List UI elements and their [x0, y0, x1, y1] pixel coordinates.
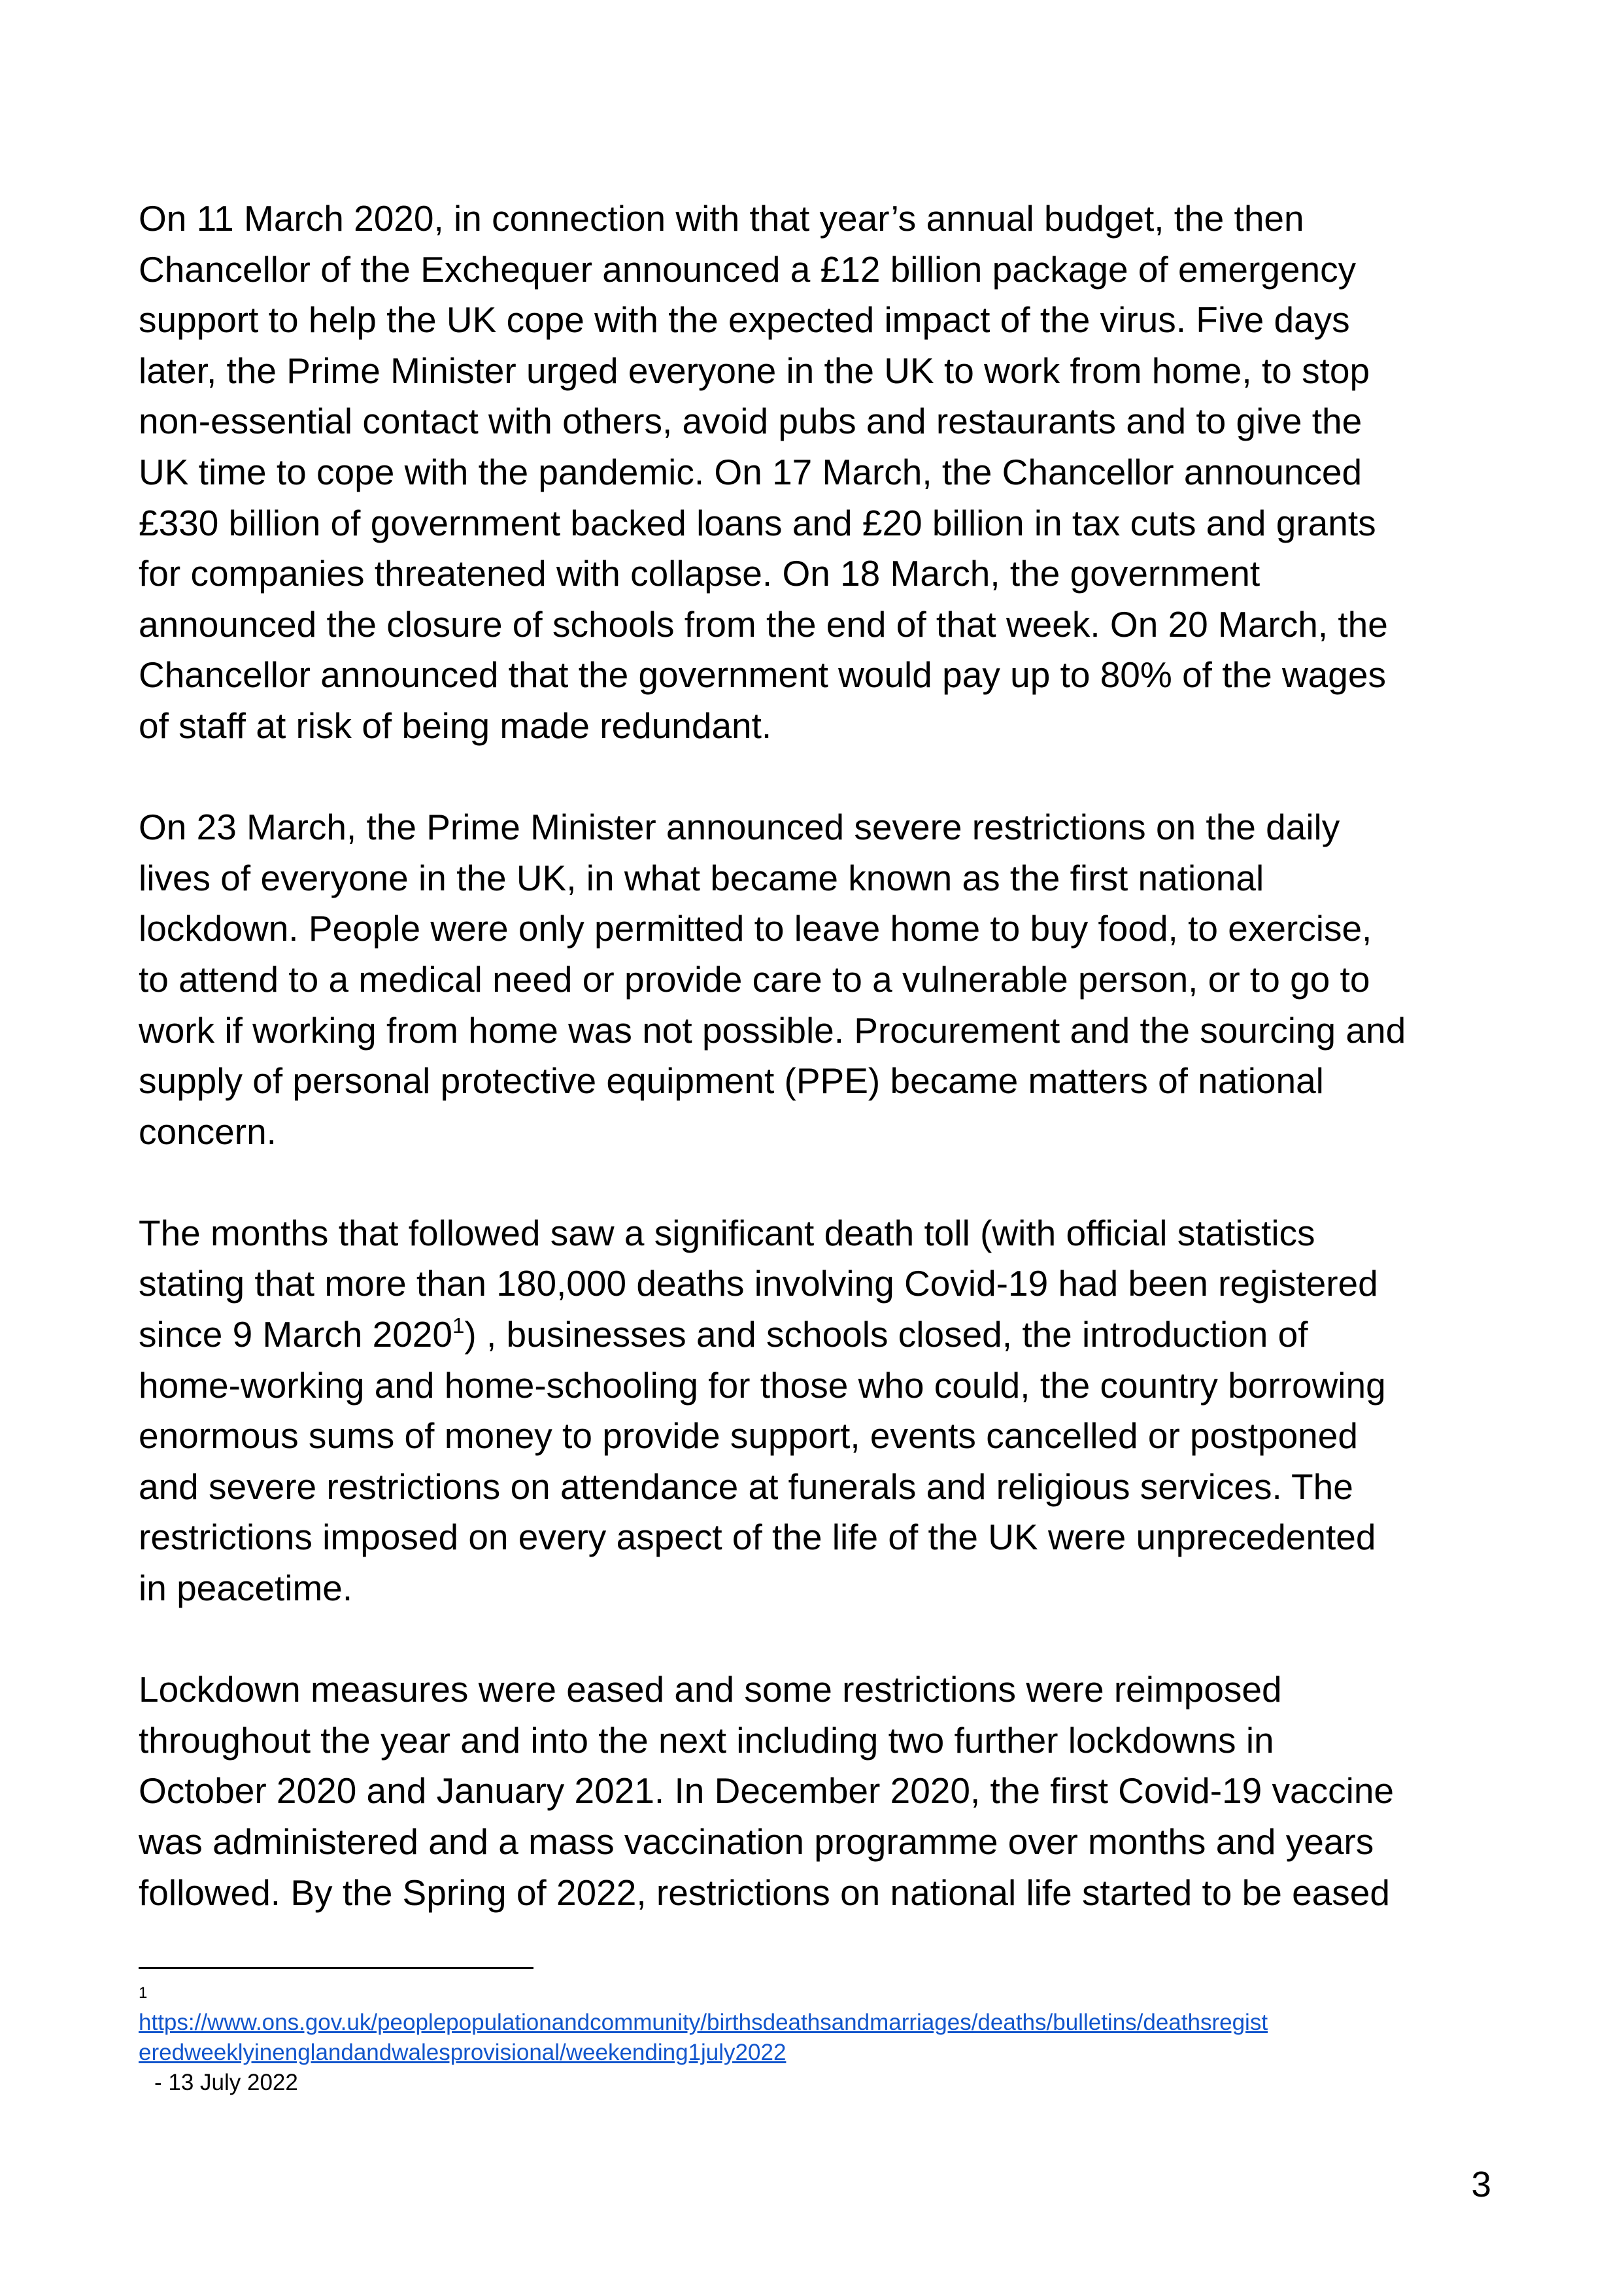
footnote-marker: 1	[139, 1984, 148, 2002]
text-line: restrictions imposed on every aspect of the life of the UK were unprecedented	[139, 1517, 1376, 1558]
text-line: enormous sums of money to provide support, events cancelled or postponed	[139, 1415, 1358, 1457]
text-line: announced the closure of schools from the end of that week. On 20 March, the	[139, 603, 1388, 645]
text-line: lockdown. People were only permitted to leave home to buy food, to exercise,	[139, 908, 1372, 949]
text-line: October 2020 and January 2021. In December 2020, the first Covid-19 vaccine	[139, 1770, 1395, 1812]
page-number: 3	[1471, 2164, 1491, 2204]
text-line: Lockdown measures were eased and some restrictions were reimposed	[139, 1669, 1282, 1710]
footnote-link-line-2[interactable]: eredweeklyinenglandandwalesprovisional/weekending1july2022	[139, 2040, 787, 2065]
text-line: work if working from home was not possible. Procurement and the sourcing and	[139, 1009, 1406, 1051]
text-line: home-working and home-schooling for those who could, the country borrowing	[139, 1364, 1386, 1406]
text-line: throughout the year and into the next including two further lockdowns in	[139, 1719, 1274, 1761]
paragraph-4	[139, 1664, 1505, 1918]
text-line: £330 billion of government backed loans and £20 billion in tax cuts and grants	[139, 502, 1376, 543]
text-line: Chancellor announced that the government would pay up to 80% of the wages	[139, 654, 1386, 696]
text-line: to attend to a medical need or provide care to a vulnerable person, or to go to	[139, 958, 1370, 1000]
footnote-separator	[139, 1967, 533, 1969]
text-line: On 23 March, the Prime Minister announced severe restrictions on the daily	[139, 807, 1340, 848]
text-line: stating that more than 180,000 deaths involving Covid-19 had been registered	[139, 1263, 1378, 1304]
footnote-link-line-1[interactable]: https://www.ons.gov.uk/peoplepopulationandcommunity/birthsdeathsandmarriages/deaths/bulletins/deathsregist	[139, 2010, 1268, 2035]
body-text	[139, 194, 1505, 1969]
text-line: non-essential contact with others, avoid pubs and restaurants and to give the	[139, 401, 1362, 442]
text-line: of staff at risk of being made redundant.	[139, 705, 772, 746]
text-segment: since 9 March 2020	[139, 1314, 452, 1355]
text-line: On 11 March 2020, in connection with that year’s annual budget, the then	[139, 198, 1304, 239]
text-line: followed. By the Spring of 2022, restrictions on national life started to be eased	[139, 1872, 1390, 1913]
text-line: concern.	[139, 1111, 277, 1152]
text-line: support to help the UK cope with the expected impact of the virus. Five days	[139, 299, 1350, 341]
text-line: The months that followed saw a significant death toll (with official statistics	[139, 1212, 1315, 1253]
text-line: later, the Prime Minister urged everyone in the UK to work from home, to stop	[139, 350, 1370, 391]
paragraph-3	[139, 1208, 1505, 1614]
text-line-with-footnote-ref	[139, 1309, 1505, 1360]
text-line: for companies threatened with collapse. On 18 March, the government	[139, 553, 1260, 594]
text-line: in peacetime.	[139, 1568, 353, 1609]
text-line: supply of personal protective equipment (PPE) became matters of national	[139, 1060, 1324, 1102]
text-line: lives of everyone in the UK, in what became known as the first national	[139, 857, 1264, 898]
text-segment: ) , businesses and schools closed, the introduction of	[464, 1314, 1308, 1355]
paragraph-2	[139, 802, 1505, 1157]
text-line: and severe restrictions on attendance at funerals and religious services. The	[139, 1466, 1353, 1507]
footnote-date: - 13 July 2022	[154, 2070, 298, 2095]
text-line: UK time to cope with the pandemic. On 17 March, the Chancellor announced	[139, 451, 1362, 492]
text-line: Chancellor of the Exchequer announced a £12 billion package of emergency	[139, 248, 1357, 290]
text-line: was administered and a mass vaccination programme over months and years	[139, 1821, 1374, 1862]
footnote	[139, 1979, 1512, 2098]
paragraph-1	[139, 194, 1505, 752]
footnote-reference[interactable]: 1	[452, 1313, 465, 1338]
